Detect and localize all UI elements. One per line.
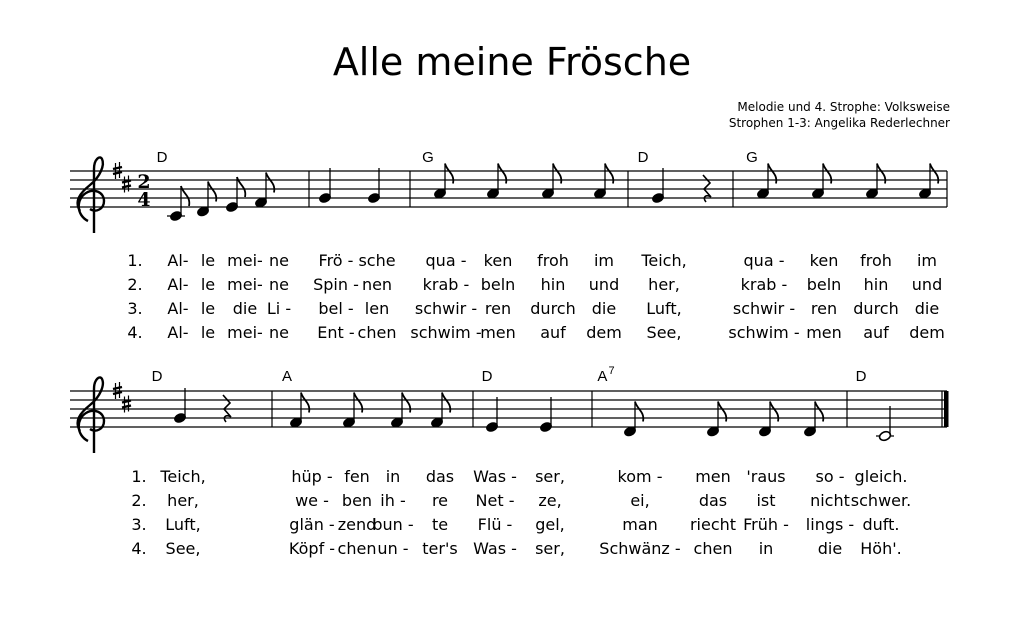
lyric-syllable: ren [810, 299, 838, 318]
lyric-syllable: Teich, [160, 467, 206, 486]
lyric-syllable: schwim - [410, 323, 482, 342]
eighth-note [758, 402, 778, 438]
chord-symbol: D [481, 368, 493, 385]
quarter-note [318, 168, 331, 204]
lyric-syllable: in [758, 539, 774, 558]
verse-number: 1. [127, 251, 143, 270]
lyric-syllable: auf [540, 323, 566, 342]
lyric-syllable: die [817, 539, 843, 558]
chord-superscript: 7 [608, 365, 615, 377]
lyric-syllable: le [200, 299, 216, 318]
lyric-syllable: Al- [167, 323, 189, 342]
chord-symbol: G [746, 149, 758, 166]
lyric-syllable: ne [269, 275, 289, 294]
half-note [876, 406, 894, 442]
lyric-syllable: riecht [689, 515, 737, 534]
lyric-syllable: die [591, 299, 617, 318]
lyric-syllable: fen [344, 467, 370, 486]
lyric-syllable: beln [806, 275, 842, 294]
lyric-syllable: Luft, [646, 299, 682, 318]
lyric-syllable: Teich, [641, 251, 687, 270]
lyric-syllable: len [364, 299, 390, 318]
eighth-note [865, 164, 885, 200]
lyric-syllable: Al- [167, 299, 189, 318]
lyric-syllable: men [695, 467, 731, 486]
eighth-note [623, 402, 643, 438]
chord-symbol: A [281, 368, 293, 385]
lyric-syllable: See, [165, 539, 201, 558]
lyric-syllable: Li - [266, 299, 292, 318]
chord-symbol: D [637, 149, 649, 166]
lyric-syllable: die [232, 299, 258, 318]
lyric-syllable: hin [540, 275, 566, 294]
lyric-syllable: men [480, 323, 516, 342]
eighth-note [430, 393, 450, 429]
lyric-syllable: qua - [743, 251, 785, 270]
lyric-syllable: Früh - [743, 515, 789, 534]
lyric-syllable: durch [530, 299, 576, 318]
eighth-note [289, 393, 309, 429]
lyric-syllable: durch [853, 299, 899, 318]
credit-line-lyrics: Strophen 1-3: Angelika Rederlechner [728, 116, 950, 130]
eighth-note [254, 173, 274, 209]
lyric-syllable: hüp - [291, 467, 333, 486]
lyric-syllable: See, [646, 323, 682, 342]
lyric-syllable: Höh'. [860, 539, 902, 558]
lyric-syllable: ser, [535, 467, 565, 486]
eighth-note [706, 402, 726, 438]
lyric-syllable: zend [337, 515, 377, 534]
lyric-syllable: hin [863, 275, 889, 294]
lyric-syllable: un - [377, 539, 409, 558]
lyric-syllable: chen [357, 323, 397, 342]
eighth-note [918, 164, 938, 200]
chord-symbol: D [156, 149, 168, 166]
lyric-syllable: ne [269, 251, 289, 270]
lyric-syllable: Al- [167, 251, 189, 270]
lyric-syllable: sche [358, 251, 396, 270]
verse-number: 2. [131, 491, 147, 510]
time-signature-top: 2 [137, 171, 151, 193]
lyric-syllable: le [200, 275, 216, 294]
eighth-note [433, 164, 453, 200]
quarter-note [173, 388, 186, 424]
lyric-syllable: die [914, 299, 940, 318]
lyric-syllable: le [200, 251, 216, 270]
credit-line-melody: Melodie und 4. Strophe: Volksweise [737, 100, 950, 114]
lyric-syllable: kom - [617, 467, 663, 486]
lyric-syllable: ren [484, 299, 512, 318]
treble-clef-icon [78, 377, 104, 453]
verse-number: 4. [131, 539, 147, 558]
chord-symbol: D [151, 368, 163, 385]
lyric-syllable: schwir - [414, 299, 478, 318]
lyric-syllable: ih - [380, 491, 406, 510]
lyric-syllable: 'raus [746, 467, 786, 486]
lyric-syllable: duft. [862, 515, 900, 534]
lyric-syllable: ei, [630, 491, 650, 510]
lyric-syllable: Was - [473, 467, 517, 486]
lyric-syllable: Ent - [317, 323, 355, 342]
lyric-syllable: krab - [422, 275, 470, 294]
verse-number: 2. [127, 275, 143, 294]
staff-system-2 [70, 365, 949, 558]
quarter-note [485, 397, 498, 433]
lyric-syllable: froh [537, 251, 569, 270]
eighth-note [196, 182, 216, 218]
lyric-syllable: und [911, 275, 943, 294]
lyric-syllable: so - [815, 467, 845, 486]
quarter-note [367, 168, 380, 204]
lyric-syllable: gel, [535, 515, 565, 534]
lyric-syllable: beln [480, 275, 516, 294]
verse-number: 3. [127, 299, 143, 318]
lyric-syllable: ist [756, 491, 776, 510]
eighth-note [803, 402, 823, 438]
eighth-note [811, 164, 831, 200]
lyric-syllable: Luft, [165, 515, 201, 534]
lyric-syllable: froh [860, 251, 892, 270]
lyric-syllable: ken [809, 251, 839, 270]
lyric-syllable: te [431, 515, 449, 534]
sharp-sign-icon [122, 176, 131, 193]
lyric-syllable: her, [648, 275, 680, 294]
eighth-note [593, 164, 613, 200]
lyric-syllable: nen [361, 275, 393, 294]
lyric-syllable: ne [269, 323, 289, 342]
treble-clef-icon [78, 157, 104, 233]
eighth-note [342, 393, 362, 429]
lyric-syllable: men [806, 323, 842, 342]
lyric-syllable: Al- [167, 275, 189, 294]
lyric-syllable: man [622, 515, 658, 534]
lyric-syllable: we - [295, 491, 329, 510]
lyric-syllable: auf [863, 323, 889, 342]
lyric-syllable: ter's [422, 539, 458, 558]
lyric-syllable: Spin - [313, 275, 359, 294]
lyric-syllable: ben [341, 491, 373, 510]
lyric-syllable: im [916, 251, 938, 270]
verse-number: 3. [131, 515, 147, 534]
eighth-note [756, 164, 776, 200]
lyric-syllable: gleich. [854, 467, 908, 486]
eighth-note [167, 186, 189, 222]
lyric-syllable: ser, [535, 539, 565, 558]
lyric-syllable: im [593, 251, 615, 270]
lyric-syllable: schwer. [850, 491, 912, 510]
lyric-syllable: das [425, 467, 455, 486]
lyric-syllable: Köpf - [288, 539, 336, 558]
lyric-syllable: bun - [372, 515, 414, 534]
lyric-syllable: in [385, 467, 401, 486]
lyric-syllable: glän - [289, 515, 335, 534]
lyric-syllable: krab - [740, 275, 788, 294]
lyric-syllable: Frö - [318, 251, 354, 270]
lyric-syllable: mei- [227, 323, 263, 342]
sharp-sign-icon [122, 396, 131, 413]
lyric-syllable: dem [909, 323, 945, 342]
lyric-syllable: chen [337, 539, 377, 558]
lyric-syllable: bel - [318, 299, 354, 318]
chord-symbol: G [422, 149, 434, 166]
verse-number: 4. [127, 323, 143, 342]
lyric-syllable: chen [693, 539, 733, 558]
lyric-syllable: Net - [475, 491, 515, 510]
lyric-syllable: mei- [227, 275, 263, 294]
lyric-syllable: her, [167, 491, 199, 510]
eighth-note [486, 164, 506, 200]
quarter-note [651, 168, 664, 204]
lyric-syllable: Flü - [477, 515, 513, 534]
lyric-syllable: mei- [227, 251, 263, 270]
lyric-syllable: und [588, 275, 620, 294]
lyric-syllable: ze, [538, 491, 562, 510]
lyric-syllable: ken [483, 251, 513, 270]
time-signature-bottom: 4 [137, 189, 151, 211]
lyric-syllable: lings - [805, 515, 855, 534]
quarter-note [539, 397, 552, 433]
lyric-syllable: qua - [425, 251, 467, 270]
lyric-syllable: Schwänz - [599, 539, 681, 558]
lyric-syllable: schwir - [732, 299, 796, 318]
verse-number: 1. [131, 467, 147, 486]
lyric-syllable: re [431, 491, 449, 510]
song-title: Alle meine Frösche [332, 40, 692, 84]
lyric-syllable: schwim - [728, 323, 800, 342]
chord-symbol: $A^7$ [597, 365, 615, 385]
eighth-note [390, 393, 410, 429]
chord-symbol: D [855, 368, 867, 385]
staff-system-1 [70, 149, 947, 342]
lyric-syllable: das [698, 491, 728, 510]
eighth-note [541, 164, 561, 200]
lyric-syllable: dem [586, 323, 622, 342]
lyric-syllable: le [200, 323, 216, 342]
lyric-syllable: Was - [473, 539, 517, 558]
final-barline [944, 391, 949, 427]
lyric-syllable: nicht [810, 491, 850, 510]
